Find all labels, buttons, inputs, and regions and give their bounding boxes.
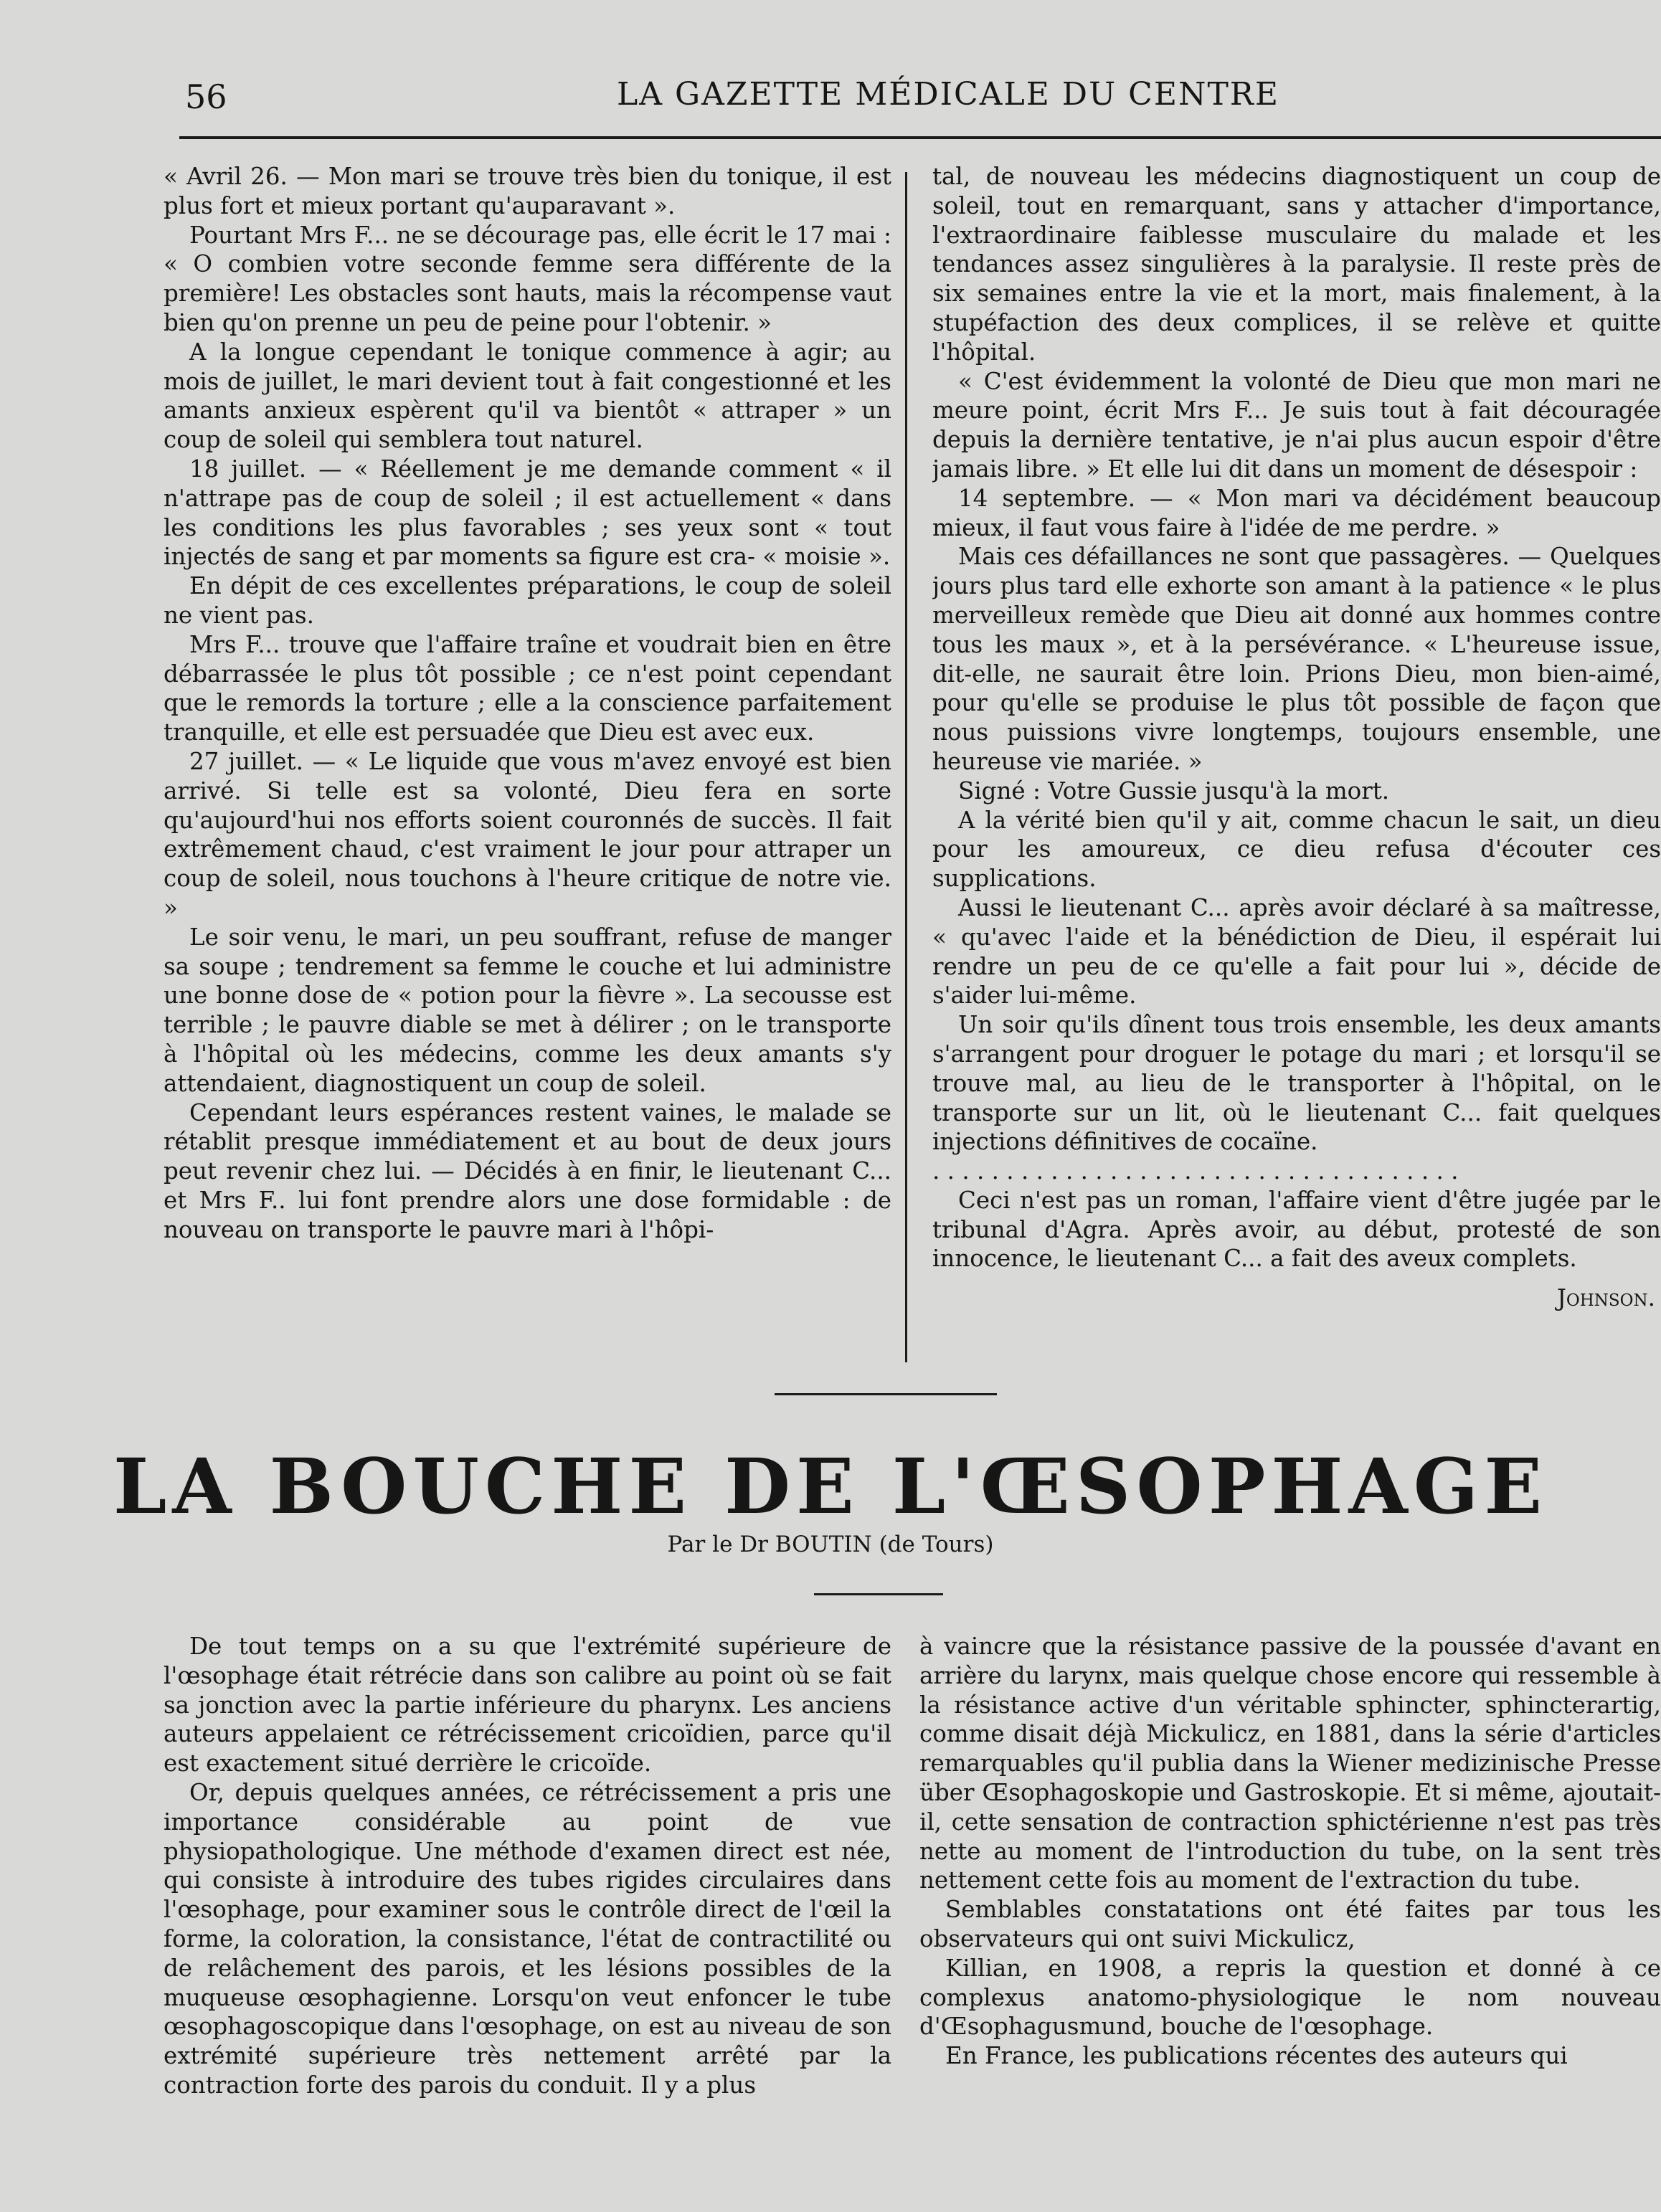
paragraph: De tout temps on a su que l'extrémité supérieure de l'œsophage était rétrécie dans son calibre au point où se fait sa jonction avec la partie inférieure du pharynx. Les anciens auteurs appelaient ce rétrécissement cricoïdien, parce qu'il est exactement situé derrière le cricoïde. [164,1633,891,1777]
paragraph: tal, de nouveau les médecins diagnostiquent un coup de soleil, tout en remarquant, sans y attacher d'importance, l'extraordinaire faiblesse musculaire du malade et les tendances assez singulières à la paralysie. Il reste près de six semaines entre la vie et la mort, mais finalement, à la stupéfaction des deux complices, il se relève et quitte l'hôpital. [932,163,1661,366]
ellipsis-line: . . . . . . . . . . . . . . . . . . . . . . . . . . . . . . . . . . . . [932,1157,1459,1185]
section-rule-short [814,1593,943,1595]
header-rule [179,136,1661,139]
paragraph: 27 juillet. — « Le liquide que vous m'avez envoyé est bien arrivé. Si telle est sa volonté, Dieu fera en sorte qu'aujourd'hui nos efforts soient couronnés de succès. Il fait extrêmement chaud, c'est vraiment le jour pour attraper un coup de soleil, nous touchons à l'heure critique de notre vie. » [164,747,891,921]
paragraph: Mrs F... trouve que l'affaire traîne et voudrait bien en être débarrassée le plus tôt possible ; ce n'est point cependant que le remords la torture ; elle a la conscience parfaitement tranquille, et elle est persuadée que Dieu est avec eux. [164,630,891,746]
paragraph: Ceci n'est pas un roman, l'affaire vient d'être jugée par le tribunal d'Agra. Après avoir, au début, protesté de son innocence, le lieutenant C... a fait des aveux complets. [932,1186,1661,1273]
paragraph: Pourtant Mrs F... ne se décourage pas, elle écrit le 17 mai : « O combien votre seconde femme sera différente de la première! Les obstacles sont hauts, mais la récompense vaut bien qu'on prenne un peu de peine pour l'obtenir. » [164,221,891,336]
paragraph: « Avril 26. — Mon mari se trouve très bien du tonique, il est plus fort et mieux portant qu'auparavant ». [164,163,891,219]
article2-column-left [164,1632,891,2206]
paragraph: Mais ces défaillances ne sont que passagères. — Quelques jours plus tard elle exhorte son amant à la patience « le plus merveilleux remède que Dieu ait donné aux hommes contre tous les maux », et à la persévérance. « L'heureuse issue, dit-elle, ne saurait être loin. Prions Dieu, mon bien-aimé, pour qu'elle se produise le plus tôt possible de façon que nous puissions vivre longtemps, toujours ensemble, une heureuse vie mariée. » [932,543,1661,775]
paragraph: A la vérité bien qu'il y ait, comme chacun le sait, un dieu pour les amoureux, ce dieu refusa d'écouter ces supplications. [932,806,1661,893]
article-byline: Par le Dr BOUTIN (de Tours) [667,1532,994,1557]
paragraph: Killian, en 1908, a repris la question et donné à ce complexus anatomo-physiologique le nom nouveau d'Œsophagusmund, bouche de l'œsophage. [919,1954,1661,2041]
article2-column-right [919,1632,1661,2206]
paragraph: En France, les publications récentes des auteurs qui [945,2042,1568,2070]
paragraph: 14 septembre. — « Mon mari va décidément beaucoup mieux, il faut vous faire à l'idée de me perdre. » [932,484,1661,541]
paragraph: 18 juillet. — « Réellement je me demande comment « il n'attrape pas de coup de soleil ; il est actuellement « dans les conditions les plus favorables ; ses yeux sont « tout injectés de sang et par moments sa figure est cra- « moisie ». [164,455,891,571]
journal-title: LA GAZETTE MÉDICALE DU CENTRE [617,76,1280,113]
page-number: 56 [185,77,227,116]
paragraph: « C'est évidemment la volonté de Dieu que mon mari ne meure point, écrit Mrs F... Je suis tout à fait découragée depuis la dernière tentative, je n'ai plus aucun espoir d'être jamais libre. » Et elle lui dit dans un moment de désespoir : [932,367,1661,483]
paragraph: Cependant leurs espérances restent vaines, le malade se rétablit presque immédiatement et au bout de deux jours peut revenir chez lui. — Décidés à en finir, le lieutenant C... et Mrs F.. lui font prendre alors une dose formidable : de nouveau on transporte le pauvre mari à l'hôpi- [164,1098,891,1243]
paragraph: Semblables constatations ont été faites par tous les observateurs qui ont suivi Mickulicz, [919,1896,1661,1952]
author-signature: Johnson. [1556,1284,1655,1312]
paragraph: Aussi le lieutenant C... après avoir déclaré à sa maîtresse, « qu'avec l'aide et la bénédiction de Dieu, il espérait lui rendre un peu de ce qu'elle a fait pour lui », décide de s'aider lui-même. [932,893,1661,1010]
article-title: LA BOUCHE DE L'ŒSOPHAGE [113,1441,1548,1531]
page-header [0,69,1661,126]
paragraph: Un soir qu'ils dînent tous trois ensemble, les deux amants s'arrangent pour droguer le potage du mari ; et lorsqu'il se trouve mal, au lieu de le transporter à l'hôpital, on le transporte sur un lit, où le lieutenant C... fait quelques injections définitives de cocaïne. [932,1011,1661,1156]
paragraph: Or, depuis quelques années, ce rétrécissement a pris une importance considérable au point de vue physiopathologique. Une méthode d'examen direct est née, qui consiste à introduire des tubes rigides circulaires dans l'œsophage, pour examiner sous le contrôle direct de l'œil la forme, la coloration, la consistance, l'état de contractilité ou de relâchement des parois, et les lésions possibles de la muqueuse œsophagienne. Lorsqu'on veut enfoncer le tube œsophagoscopique dans l'œsophage, on est au niveau de son extrémité supérieure très nettement arrêté par la contraction forte des parois du conduit. Il y a plus [164,1778,891,2099]
paragraph: A la longue cependant le tonique commence à agir; au mois de juillet, le mari devient tout à fait congestionné et les amants anxieux espèrent qu'il va bientôt « attraper » un coup de soleil qui semblera tout naturel. [164,338,891,454]
paragraph: à vaincre que la résistance passive de la poussée d'avant en arrière du larynx, mais quelque chose encore qui ressemble à la résistance active d'un véritable sphincter, sphincterartig, comme disait déjà Mickulicz, en 1881, dans la série d'articles remarquables qu'il publia dans la Wiener medizinische Presse über Œsophagoskopie und Gastroskopie. Et si même, ajoutait-il, cette sensation de contraction sphictérienne n'est pas très nette au moment de l'introduction du tube, on la sent très nettement cette fois au moment de l'extraction du tube. [919,1633,1661,1894]
article1-column-left [164,162,891,1364]
article1-column-right [932,162,1661,1382]
paragraph: En dépit de ces excellentes préparations, le coup de soleil ne vient pas. [164,572,891,629]
section-rule [775,1393,997,1395]
column-divider [905,172,907,1362]
paragraph: Signé : Votre Gussie jusqu'à la mort. [958,777,1390,804]
paragraph: Le soir venu, le mari, un peu souffrant, refuse de manger sa soupe ; tendrement sa femme le couche et lui administre une bonne dose de « potion pour la fièvre ». La secousse est terrible ; le pauvre diable se met à délirer ; on le transporte à l'hôpital où les médecins, comme les deux amants s'y attendaient, diagnostiquent un coup de soleil. [164,923,891,1097]
